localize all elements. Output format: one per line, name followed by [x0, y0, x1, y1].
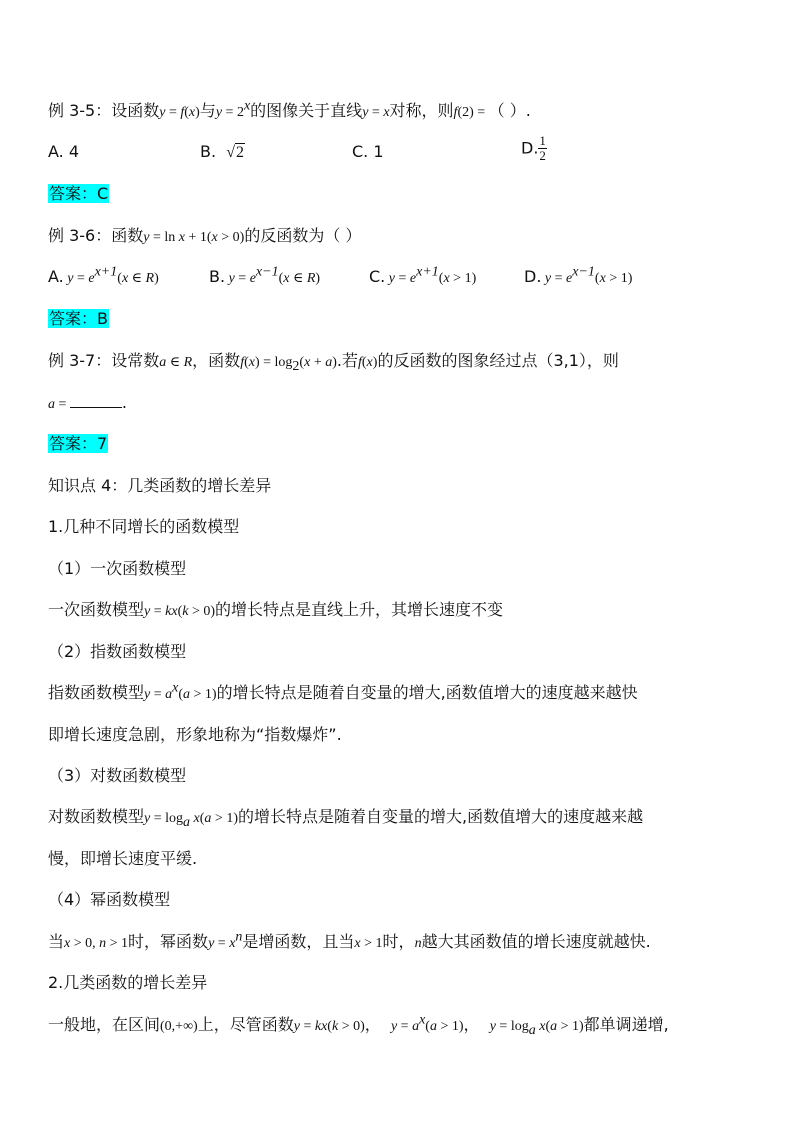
answer-3-6: 答案：B [49, 309, 108, 328]
paragraph-comparison: 一般地，在区间(0,+∞)上，尽管函数y = kx(k > 0)， $y = a^x(a > 1)$， $y = \log_a x(a > 1)$都单调递增, [48, 1012, 669, 1039]
model-heading-exponential: （2）指数函数模型 [48, 642, 187, 661]
option-a: A. 4 [48, 142, 80, 161]
section-title: 知识点 4：几类函数的增长差异 [48, 476, 272, 495]
example-3-7-blank-line: a = . [48, 393, 127, 412]
paragraph-linear: 一次函数模型y = kx(k > 0)的增长特点是直线上升，其增长速度不变 [48, 600, 504, 619]
paragraph-log: 对数函数模型$y = \log_a x(a > 1)$的增长特点是随着自变量的增大,函数值增大的速度越来越 [48, 807, 644, 831]
subsection-title-2: 2.几类函数的增长差异 [48, 973, 208, 992]
option-b: B. $y = e^{x-1}(x$ ∈ R) [209, 264, 321, 286]
paragraph-exponential-cont: 即增长速度急剧，形象地称为“指数爆炸”. [48, 725, 342, 744]
option-c: C. 1 [352, 142, 384, 161]
example-3-6-question: 例 3-6：函数y = ln x + 1(x > 0)的反函数为（ ） [48, 226, 362, 245]
answer-3-7: 答案：7 [49, 434, 108, 453]
paragraph-power: 当x > 0, n > 1时，幂函数$y = x^n$是增函数，且当x > 1时，n越大其函数值的增长速度就越快. [48, 929, 651, 951]
example-3-5-question: 例 3-5：设函数y = f(x)与$y = 2^x$的图像关于直线y = x对称，则f(2) = （ ）. [48, 98, 531, 120]
paragraph-exponential: 指数函数模型$y = a^x(a > 1)$的增长特点是随着自变量的增大,函数值增大的速度越来越快 [48, 680, 638, 702]
paragraph-log-cont: 慢，即增长速度平缓. [48, 849, 198, 868]
option-b: B. √2 [200, 142, 245, 161]
model-heading-linear: （1）一次函数模型 [48, 559, 187, 578]
model-heading-power: （4）幂函数模型 [48, 890, 171, 909]
model-heading-log: （3）对数函数模型 [48, 766, 187, 785]
example-3-7-question: 例 3-7：设常数a ∈ R，函数$f(x) = \log_2(x + a)$.若f(x)的反函数的图象经过点（3,1），则 [48, 351, 619, 375]
option-d: D. $y = e^{x-1}(x > 1)$ [524, 264, 633, 286]
subsection-title: 1.几种不同增长的函数模型 [48, 517, 240, 536]
option-c: C. $y = e^{x+1}(x > 1)$ [369, 264, 477, 286]
option-a: A. $y = e^{x+1}(x$ ∈ R) [48, 264, 159, 286]
option-d: D. $\frac{1}{2}$ [521, 133, 546, 163]
answer-blank [70, 393, 122, 408]
answer-3-5: 答案：C [49, 184, 109, 203]
